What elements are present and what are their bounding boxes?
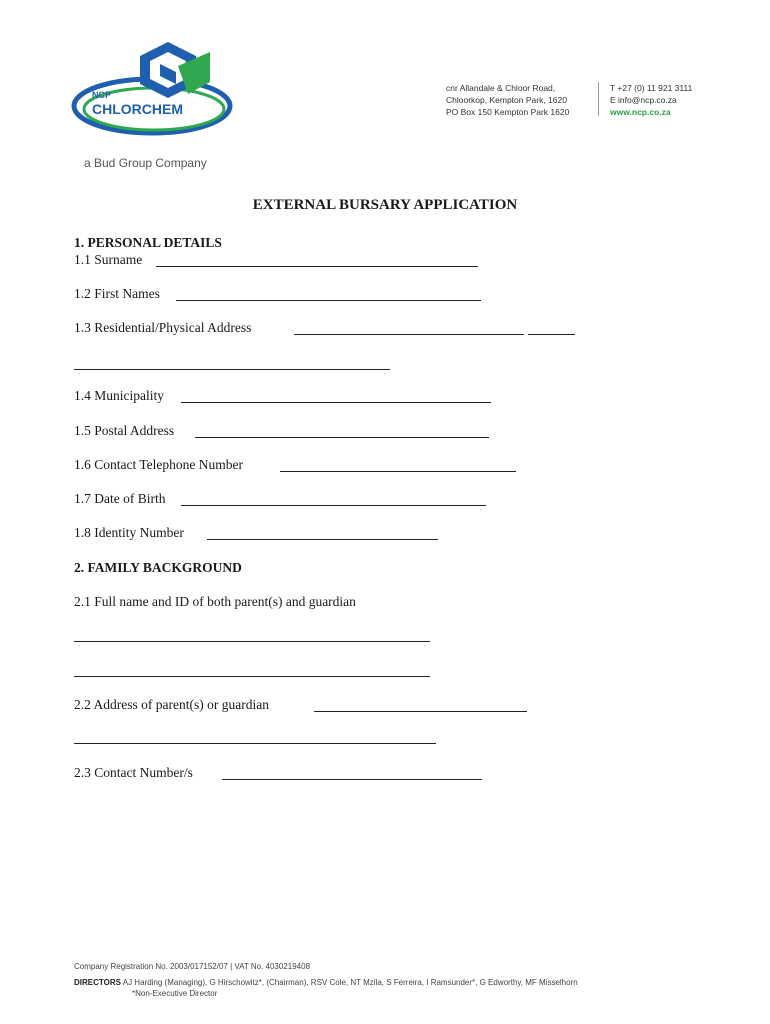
section-family-background: 2. FAMILY BACKGROUND	[74, 560, 242, 575]
parents-name-id-label: 2.1 Full name and ID of both parent(s) and guardian	[74, 594, 356, 609]
municipality-field[interactable]	[181, 402, 491, 403]
header-divider	[598, 82, 599, 116]
section-personal-details: 1. PERSONAL DETAILS	[74, 235, 222, 250]
company-address	[446, 82, 569, 118]
contact-numbers-label: 2.3 Contact Number/s	[74, 765, 193, 780]
ncp-chlorchem-logo	[70, 38, 240, 138]
parents-address-field-2[interactable]	[74, 743, 436, 744]
address-line-1: cnr Allandale & Chloor Road,	[446, 83, 556, 93]
surname-field[interactable]	[156, 266, 478, 267]
form-title: EXTERNAL BURSARY APPLICATION	[252, 197, 518, 213]
first-names-label: 1.2 First Names	[74, 286, 160, 301]
directors-line	[74, 978, 578, 987]
contact-telephone-label: 1.6 Contact Telephone Number	[74, 457, 244, 472]
first-names-field[interactable]	[176, 300, 481, 301]
surname-label: 1.1 Surname	[74, 252, 143, 267]
parents-name-id-field-2[interactable]	[74, 676, 430, 677]
company-registration: Company Registration No. 2003/017152/07 | VAT No. 4030219408	[74, 962, 311, 971]
address-line-3: PO Box 150 Kempton Park 1620	[446, 107, 570, 117]
identity-number-label: 1.8 Identity Number	[74, 525, 184, 540]
contact-numbers-field[interactable]	[222, 779, 482, 780]
residential-address-label: 1.3 Residential/Physical Address	[74, 320, 252, 335]
residential-address-field[interactable]	[294, 334, 524, 335]
residential-address-field-2[interactable]	[528, 334, 575, 335]
date-of-birth-label: 1.7 Date of Birth	[74, 491, 166, 506]
contact-telephone-field[interactable]	[280, 471, 516, 472]
logo-brand-text: CHLORCHEM	[92, 101, 183, 117]
company-contact	[610, 82, 692, 118]
contact-phone: T +27 (0) 11 921 3111	[610, 83, 693, 93]
date-of-birth-field[interactable]	[181, 505, 486, 506]
parents-address-label: 2.2 Address of parent(s) or guardian	[74, 697, 269, 712]
municipality-label: 1.4 Municipality	[74, 388, 164, 403]
contact-email: E info@ncp.co.za	[610, 95, 677, 105]
directors-list: AJ Harding (Managing), G Hirschowitz*, (Chairman), RSV Cole, NT Mzila, S Ferreira, I Ramsunder*, G Edworthy, MF Misselhorn	[122, 978, 578, 987]
parents-address-field[interactable]	[314, 711, 527, 712]
non-executive-note: *Non-Executive Director	[132, 989, 218, 998]
parents-name-id-field-1[interactable]	[74, 641, 430, 642]
postal-address-field[interactable]	[195, 437, 489, 438]
address-line-2: Chloorkop, Kempton Park, 1620	[446, 95, 567, 105]
directors-label: DIRECTORS	[74, 978, 121, 987]
logo-ncp-text: NCP	[92, 90, 112, 100]
identity-number-field[interactable]	[207, 539, 438, 540]
postal-address-label: 1.5 Postal Address	[74, 423, 175, 438]
company-tagline: a Bud Group Company	[84, 156, 207, 170]
residential-address-field-3[interactable]	[74, 369, 390, 370]
contact-website[interactable]: www.ncp.co.za	[610, 107, 671, 117]
